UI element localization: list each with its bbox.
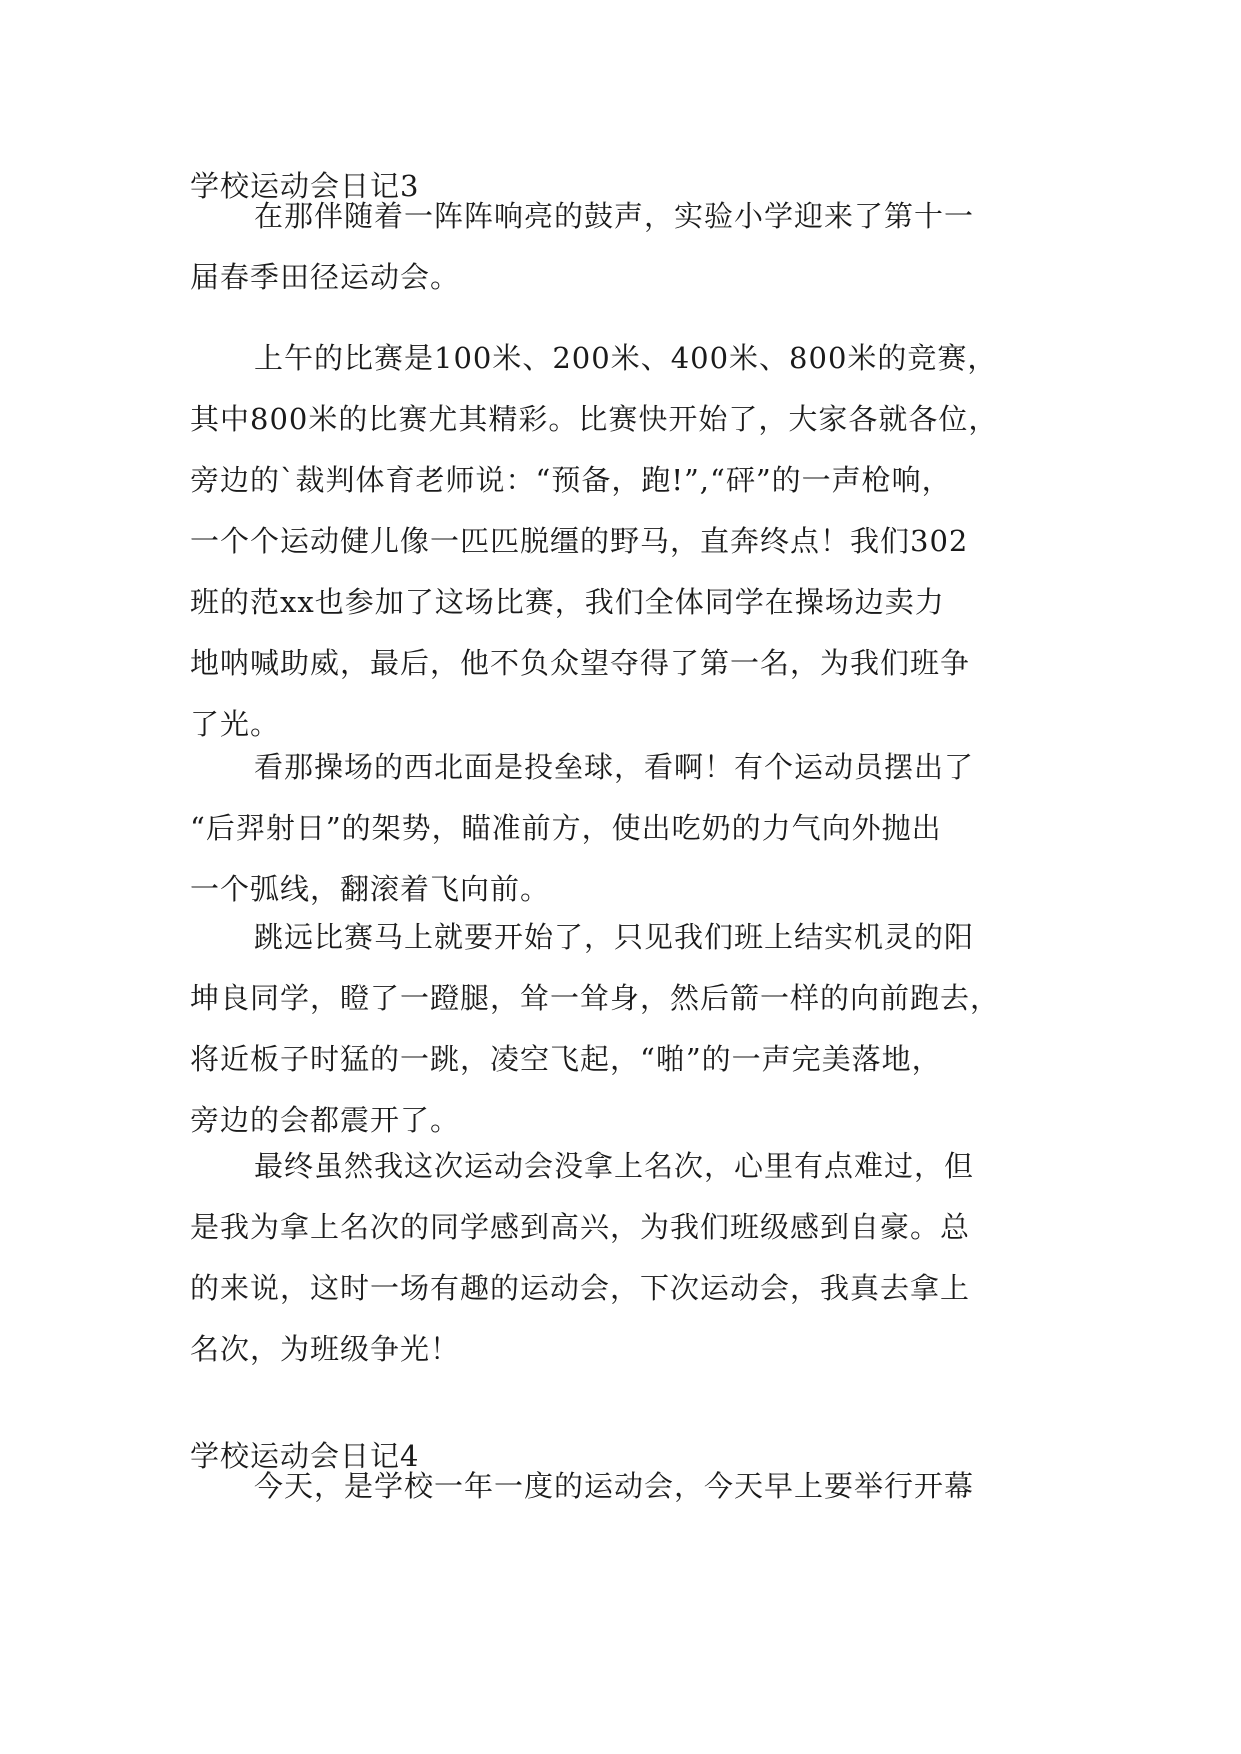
paragraph-line: 名次，为班级争光！ bbox=[190, 1332, 461, 1366]
paragraph-line: 一个弧线，翻滚着飞向前。 bbox=[190, 872, 551, 906]
paragraph-line: 地呐喊助威，最后，他不负众望夺得了第一名，为我们班争 bbox=[190, 646, 971, 680]
paragraph-line: 上午的比赛是100米、200米、400米、800米的竞赛， bbox=[254, 341, 998, 375]
paragraph-line: 将近板子时猛的一跳，凌空飞起，“啪”的一声完美落地， bbox=[190, 1042, 942, 1076]
paragraph-line: 届春季田径运动会。 bbox=[190, 260, 461, 294]
paragraph bbox=[190, 1136, 1050, 1380]
paragraph bbox=[190, 907, 1050, 1151]
paragraph bbox=[190, 186, 1050, 308]
paragraph-line: 在那伴随着一阵阵响亮的鼓声，实验小学迎来了第十一 bbox=[254, 199, 975, 233]
section-heading: 学校运动会日记3 bbox=[190, 169, 420, 203]
paragraph-line: 今天，是学校一年一度的运动会，今天早上要举行开幕 bbox=[254, 1469, 975, 1503]
paragraph-line: 旁边的`裁判体育老师说：“预备，跑!”,“砰”的一声枪响， bbox=[190, 463, 952, 497]
paragraph-line: 其中800米的比赛尤其精彩。比赛快开始了，大家各就各位， bbox=[190, 402, 999, 436]
paragraph-line: 看那操场的西北面是投垒球，看啊！有个运动员摆出了 bbox=[254, 750, 975, 784]
paragraph bbox=[190, 328, 1050, 755]
paragraph-line: “后羿射日”的架势，瞄准前方，使出吃奶的力气向外抛出 bbox=[190, 811, 942, 845]
paragraph-line: 班的范xx也参加了这场比赛，我们全体同学在操场边卖力 bbox=[190, 585, 945, 619]
paragraph-line: 一个个运动健儿像一匹匹脱缰的野马，直奔终点！我们302 bbox=[190, 524, 969, 558]
section-heading: 学校运动会日记4 bbox=[190, 1439, 420, 1473]
paragraph-line: 坤良同学，瞪了一蹬腿，耸一耸身，然后箭一样的向前跑去， bbox=[190, 981, 1001, 1015]
paragraph-line: 旁边的会都震开了。 bbox=[190, 1103, 461, 1137]
paragraph-line: 最终虽然我这次运动会没拿上名次，心里有点难过，但 bbox=[254, 1149, 975, 1183]
paragraph-line: 了光。 bbox=[190, 707, 281, 741]
paragraph-line: 的来说，这时一场有趣的运动会，下次运动会，我真去拿上 bbox=[190, 1271, 971, 1305]
paragraph bbox=[190, 737, 1050, 920]
paragraph bbox=[190, 1456, 1050, 1517]
paragraph-line: 跳远比赛马上就要开始了，只见我们班上结实机灵的阳 bbox=[254, 920, 975, 954]
paragraph-line: 是我为拿上名次的同学感到高兴，为我们班级感到自豪。总 bbox=[190, 1210, 971, 1244]
